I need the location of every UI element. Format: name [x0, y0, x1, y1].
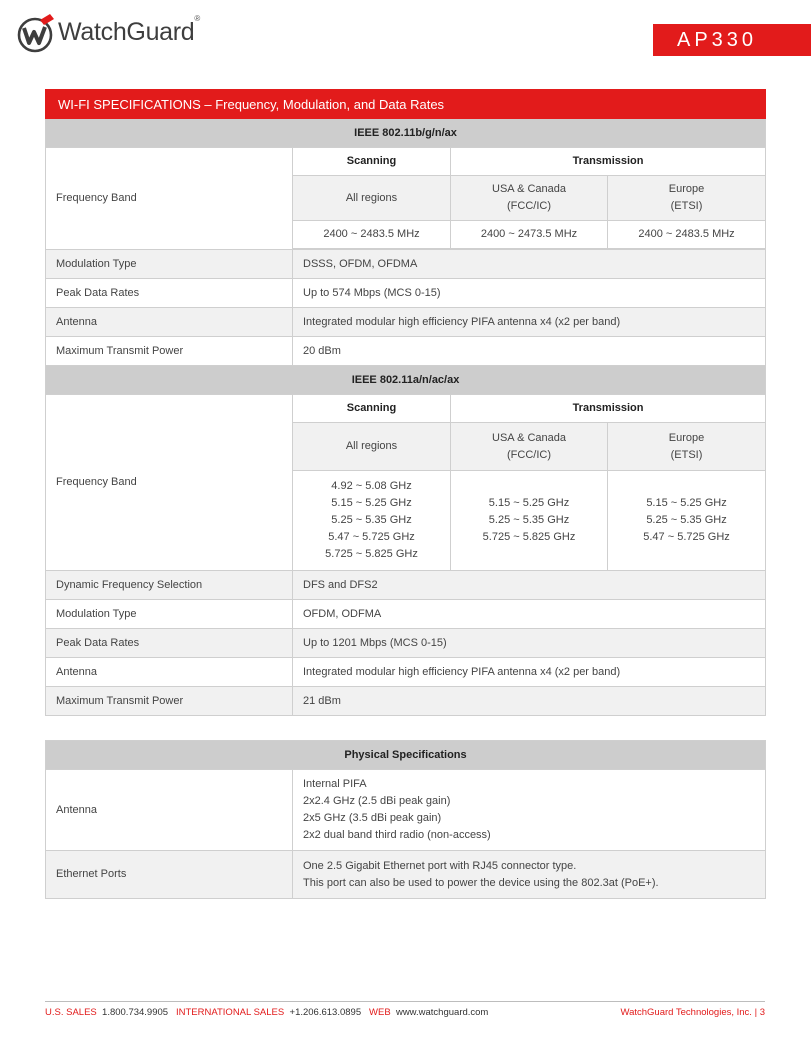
- band5-range-eu: 5.15 ~ 5.25 GHz 5.25 ~ 5.35 GHz 5.47 ~ 5.725 GHz: [608, 471, 766, 571]
- us-sales-phone: 1.800.734.9905: [102, 1007, 169, 1018]
- physical-ethernet-label: Ethernet Ports: [46, 851, 293, 899]
- band5-header: IEEE 802.11a/n/ac/ax: [46, 366, 766, 395]
- wifi-specs-table: [45, 89, 766, 716]
- logo-wordmark: WatchGuard®: [58, 13, 201, 46]
- band5-scanning-head: Scanning: [293, 395, 451, 423]
- band24-transmission-head: Transmission: [451, 148, 766, 176]
- band5-dfs-value: DFS and DFS2: [293, 571, 766, 600]
- web-link[interactable]: www.watchguard.com: [395, 1007, 489, 1018]
- band5-range-all: 4.92 ~ 5.08 GHz 5.15 ~ 5.25 GHz 5.25 ~ 5.35 GHz 5.47 ~ 5.725 GHz 5.725 ~ 5.825 GHz: [293, 471, 451, 571]
- physical-antenna-value: Internal PIFA 2x2.4 GHz (2.5 dBi peak gain) 2x5 GHz (3.5 dBi peak gain) 2x2 dual band third radio (non-access): [293, 770, 766, 851]
- band5-transmission-head: Transmission: [451, 395, 766, 423]
- band5-tx-power-value: 21 dBm: [293, 687, 766, 716]
- band5-range-us: 5.15 ~ 5.25 GHz 5.25 ~ 5.35 GHz 5.725 ~ 5.825 GHz: [451, 471, 608, 571]
- band24-tx-power-label: Maximum Transmit Power: [46, 337, 293, 366]
- model-badge: AP330: [653, 24, 811, 56]
- page-footer: [45, 1007, 765, 1018]
- physical-ethernet-value: One 2.5 Gigabit Ethernet port with RJ45 connector type. This port can also be used to power the device using the 802.3at (PoE+).: [293, 851, 766, 899]
- band24-antenna-value: Integrated modular high efficiency PIFA antenna x4 (x2 per band): [293, 308, 766, 337]
- band24-peak-rate-label: Peak Data Rates: [46, 279, 293, 308]
- watchguard-logo: [16, 12, 200, 52]
- wifi-specs-title: WI-FI SPECIFICATIONS – Frequency, Modulation, and Data Rates: [46, 90, 766, 119]
- us-sales-label: U.S. SALES: [45, 1007, 97, 1018]
- band24-peak-rate-value: Up to 574 Mbps (MCS 0-15): [293, 279, 766, 308]
- physical-specs-header: Physical Specifications: [46, 741, 766, 770]
- band24-scanning-head: Scanning: [293, 148, 451, 176]
- company-name: WatchGuard Technologies, Inc.: [620, 1007, 752, 1018]
- intl-sales-label: INTERNATIONAL SALES: [176, 1007, 285, 1018]
- page-number: 3: [759, 1007, 765, 1018]
- band24-modulation-label: Modulation Type: [46, 250, 293, 279]
- band24-range-us: 2400 ~ 2473.5 MHz: [451, 221, 608, 249]
- band24-range-eu: 2400 ~ 2483.5 MHz: [608, 221, 766, 249]
- band5-modulation-label: Modulation Type: [46, 600, 293, 629]
- web-label: WEB: [369, 1007, 391, 1018]
- band5-dfs-label: Dynamic Frequency Selection: [46, 571, 293, 600]
- band24-antenna-label: Antenna: [46, 308, 293, 337]
- band24-region-all: All regions: [293, 176, 451, 221]
- band24-range-all: 2400 ~ 2483.5 MHz: [293, 221, 451, 249]
- band24-region-us: USA & Canada (FCC/IC): [451, 176, 608, 221]
- physical-antenna-label: Antenna: [46, 770, 293, 851]
- band5-freq-label: Frequency Band: [46, 395, 293, 571]
- band24-modulation-value: DSSS, OFDM, OFDMA: [293, 250, 766, 279]
- band5-region-eu: Europe (ETSI): [608, 423, 766, 471]
- footer-company: [620, 1007, 765, 1018]
- footer-separator: |: [754, 1007, 758, 1018]
- band5-peak-rate-label: Peak Data Rates: [46, 629, 293, 658]
- band24-tx-power-value: 20 dBm: [293, 337, 766, 366]
- band24-freq-label: Frequency Band: [46, 148, 293, 250]
- footer-contacts: [45, 1007, 488, 1018]
- watchguard-logo-mark-icon: [16, 12, 56, 52]
- footer-divider: [45, 1001, 765, 1002]
- band24-header: IEEE 802.11b/g/n/ax: [46, 119, 766, 148]
- band5-antenna-label: Antenna: [46, 658, 293, 687]
- band5-region-us: USA & Canada (FCC/IC): [451, 423, 608, 471]
- band5-peak-rate-value: Up to 1201 Mbps (MCS 0-15): [293, 629, 766, 658]
- physical-specs-table: [45, 740, 766, 899]
- band5-region-all: All regions: [293, 423, 451, 471]
- band5-antenna-value: Integrated modular high efficiency PIFA antenna x4 (x2 per band): [293, 658, 766, 687]
- band24-region-eu: Europe (ETSI): [608, 176, 766, 221]
- intl-sales-phone: +1.206.613.0895: [289, 1007, 362, 1018]
- band5-tx-power-label: Maximum Transmit Power: [46, 687, 293, 716]
- band5-modulation-value: OFDM, ODFMA: [293, 600, 766, 629]
